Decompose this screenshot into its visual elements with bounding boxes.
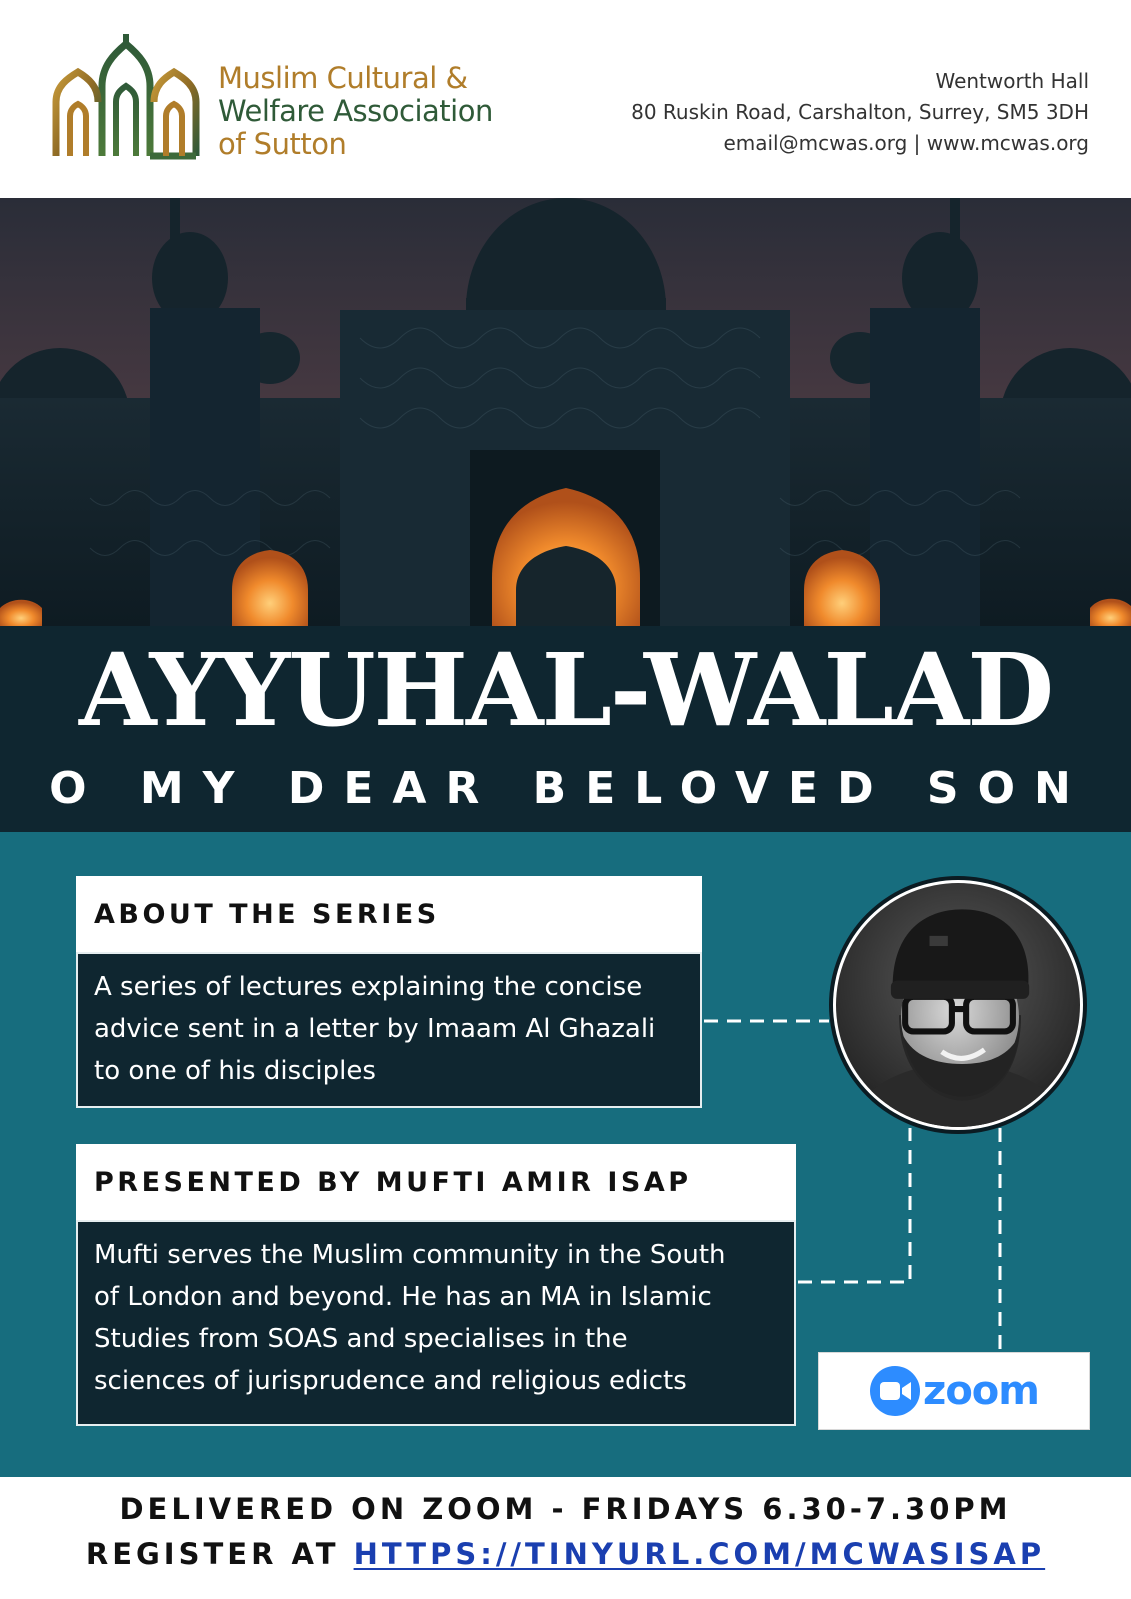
series-subtitle: O MY DEAR BELOVED SON (49, 763, 1090, 814)
about-text-line: advice sent in a letter by Imaam Al Ghazali (94, 1014, 656, 1044)
about-text-line: A series of lectures explaining the concise (94, 972, 643, 1002)
presenter-heading: PRESENTED BY MUFTI AMIR ISAP (76, 1144, 796, 1220)
org-name-line: Welfare Association (218, 94, 493, 128)
presenter-description (76, 1220, 796, 1426)
org-name-line: of Sutton (218, 127, 347, 161)
about-text-line: to one of his disciples (94, 1056, 376, 1086)
presenter-portrait (829, 876, 1087, 1134)
org-name (218, 62, 493, 161)
mosque-logo-icon (52, 32, 200, 162)
contact-block (631, 66, 1089, 159)
venue-name: Wentworth Hall (935, 69, 1089, 93)
zoom-logo (818, 1352, 1090, 1430)
venue-address: 80 Ruskin Road, Carshalton, Surrey, SM5 3DH (631, 100, 1089, 124)
presenter-text-line: Mufti serves the Muslim community in the South (94, 1240, 726, 1270)
series-title: AYYUHAL-WALAD (78, 631, 1053, 749)
header (0, 0, 1131, 198)
title-band (0, 626, 1131, 832)
presenter-text-line: of London and beyond. He has an MA in Islamic (94, 1282, 712, 1312)
zoom-wordmark: zoom (923, 1368, 1039, 1414)
register-prefix: REGISTER AT (85, 1537, 354, 1571)
mosque-photo (0, 198, 1131, 626)
presenter-text-line: Studies from SOAS and specialises in the (94, 1324, 628, 1354)
delivery-info: DELIVERED ON ZOOM - FRIDAYS 6.30-7.30PM (119, 1492, 1012, 1526)
email-website: email@mcwas.org | www.mcwas.org (723, 131, 1089, 155)
presenter-text-line: sciences of jurisprudence and religious edicts (94, 1366, 687, 1396)
about-heading: ABOUT THE SERIES (76, 876, 702, 952)
org-name-line: Muslim Cultural & (218, 61, 468, 95)
presenter-photo (836, 883, 1080, 1127)
about-description (76, 952, 702, 1108)
zoom-camera-icon (869, 1365, 921, 1417)
register-link[interactable]: HTTPS://TINYURL.COM/MCWASISAP (353, 1537, 1046, 1571)
footer (0, 1477, 1131, 1599)
register-info (0, 1537, 1131, 1571)
